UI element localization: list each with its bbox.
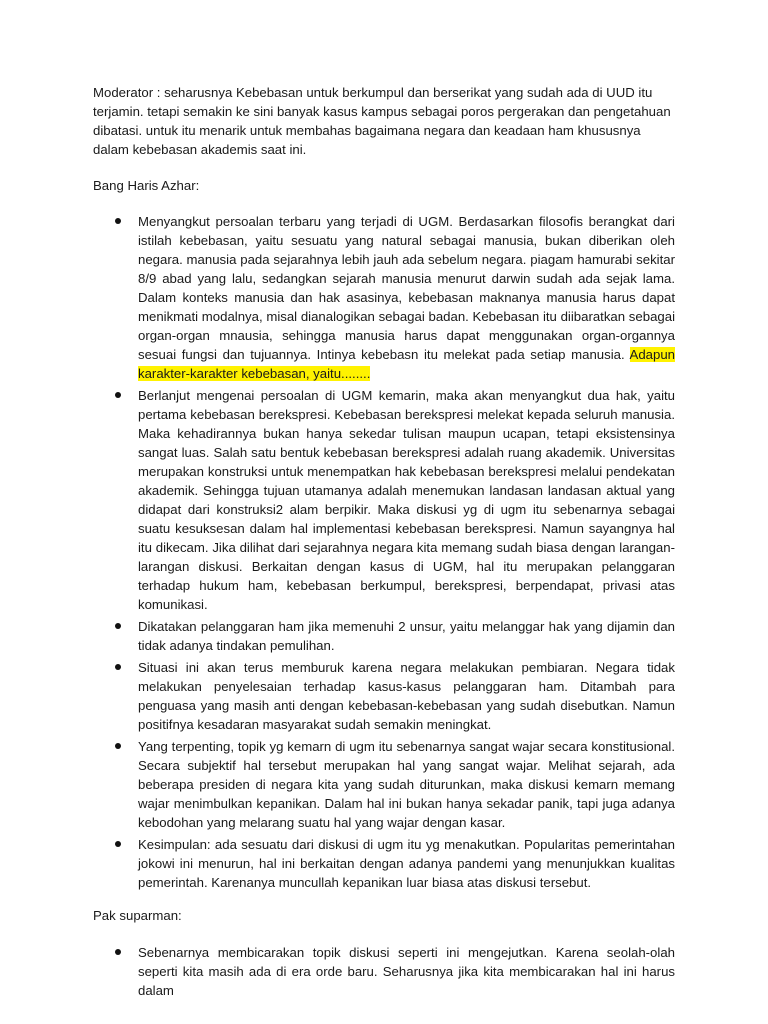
list-item — [93, 386, 675, 614]
speaker-heading-pak-suparman: Pak suparman: — [93, 908, 182, 923]
moderator-text: seharusnya Kebebasan untuk berkumpul dan berserikat yang sudah ada di UUD itu terjamin. tetapi semakin ke sini banyak kasus kampus sebagai poros pergerakan dan pengetahuan dibatasi. untuk itu menarik untuk membahas bagaimana negara dan keadaan ham khususnya dalam kebebasan akademis saat ini. — [93, 85, 671, 157]
list-item-text: Menyangkut persoalan terbaru yang terjadi di UGM. Berdasarkan filosofis berangkat dari istilah kebebasan, yaitu sesuatu yang natural sebagai manusia, bukan diberikan oleh negara. manusia pada sejarahnya lebih jauh ada sebelum negara. piagam hamurabi sekitar 8/9 abad yang lalu, sedangkan sejarah manusia menurut darwin sudah ada sejak lama. Dalam konteks manusia dan hak asasinya, kebebasan maknanya manusia harus dapat menikmati modalnya, misal dianalogikan sebagai badan. Kebebasan itu diibaratkan sebagai organ-organ mnausia, sehingga manusia harus dapat menggunakan organ-organnya sesuai fungsi dan tujuannya. Intinya kebebasn itu melekat pada setiap manusia. — [138, 214, 675, 362]
bullet-icon — [115, 949, 121, 955]
bullet-icon — [115, 841, 121, 847]
list-item-text: Kesimpulan: ada sesuatu dari diskusi di ugm itu yg menakutkan. Popularitas pemerintahan jokowi ini menurun, hal ini berkaitan dengan adanya pandemi yang menunjukkan kualitas pemerintah. Karenanya muncullah kepanikan luar biasa atas diskusi tersebut. — [138, 837, 675, 890]
list-item — [93, 617, 675, 655]
bullet-icon — [115, 664, 121, 670]
list-item — [93, 943, 675, 1000]
document-body — [93, 83, 675, 1003]
haris-azhar-bullet-list — [93, 212, 675, 892]
highlighted-text: Adapun karakter-karakter kebebasan, yaitu........ — [138, 347, 675, 381]
list-item — [93, 658, 675, 734]
list-item — [93, 212, 675, 383]
speaker-heading-haris-azhar: Bang Haris Azhar: — [93, 178, 200, 193]
bullet-icon — [115, 623, 121, 629]
bullet-icon — [115, 218, 121, 224]
bullet-icon — [115, 392, 121, 398]
list-item — [93, 835, 675, 892]
list-item — [93, 737, 675, 832]
list-item-text: Yang terpenting, topik yg kemarn di ugm itu sebenarnya sangat wajar secara konstitusional. Secara subjektif hal tersebut merupakan hal yang sangat wajar. Melihat sejarah, ada beberapa presiden di negara kita yang sudah diturunkan, maka diskusi kemarn memang wajar menimbulkan kepanikan. Dalam hal ini bukan hanya sekadar panik, tapi juga adanya kebodohan yang melarang suatu hal yang wajar dengan kasar. — [138, 739, 675, 830]
moderator-label: Moderator : — [93, 85, 161, 100]
list-item-text: Sebenarnya membicarakan topik diskusi seperti ini mengejutkan. Karena seolah-olah seperti kita masih ada di era orde baru. Seharusnya jika kita membicarakan hal ini harus dalam — [138, 945, 675, 998]
bullet-icon — [115, 743, 121, 749]
moderator-paragraph — [93, 83, 675, 159]
pak-suparman-bullet-list — [93, 943, 675, 1000]
list-item-text: Berlanjut mengenai persoalan di UGM kemarin, maka akan menyangkut dua hak, yaitu pertama kebebasan berekspresi. Kebebasan berekspresi melekat kepada seluruh manusia. Maka kehadirannya bukan hanya sekedar tulisan maupun ucapan, tetapi eksistensinya sangat luas. Salah satu bentuk kebebasan berekspresi adalah ruang akademik. Universitas merupakan konstruksi untuk menempatkan hak kebebasan berekspresi melalui pendekatan akademik. Sehingga tujuan utamanya adalah menemukan landasan landasan aktual yang didapat dari konstruksi2 alam berpikir. Maka diskusi yg di ugm itu sebenarnya sebagai suatu kesuksesan dalam hal implementasi kebebasan berekspresi. Namun sayangnya hal itu dikecam. Jika dilihat dari sejarahnya negara kita memang sudah biasa dengan larangan-larangan diskusi. Berkaitan dengan kasus di UGM, hal itu merupakan pelanggaran terhadap hukum ham, kebebasan berkumpul, berekspresi, berpendapat, privasi atas komunikasi. — [138, 388, 675, 612]
list-item-text: Dikatakan pelanggaran ham jika memenuhi 2 unsur, yaitu melanggar hak yang dijamin dan tidak adanya tindakan pemulihan. — [138, 619, 675, 653]
list-item-text: Situasi ini akan terus memburuk karena negara melakukan pembiaran. Negara tidak melakukan penyelesaian terhadap kasus-kasus pelanggaran ham. Ditambah para penguasa yang masih anti dengan kebebasan-kebebasan yang sudah disebutkan. Namun positifnya kesadaran masyarakat sudah semakin meningkat. — [138, 660, 675, 732]
